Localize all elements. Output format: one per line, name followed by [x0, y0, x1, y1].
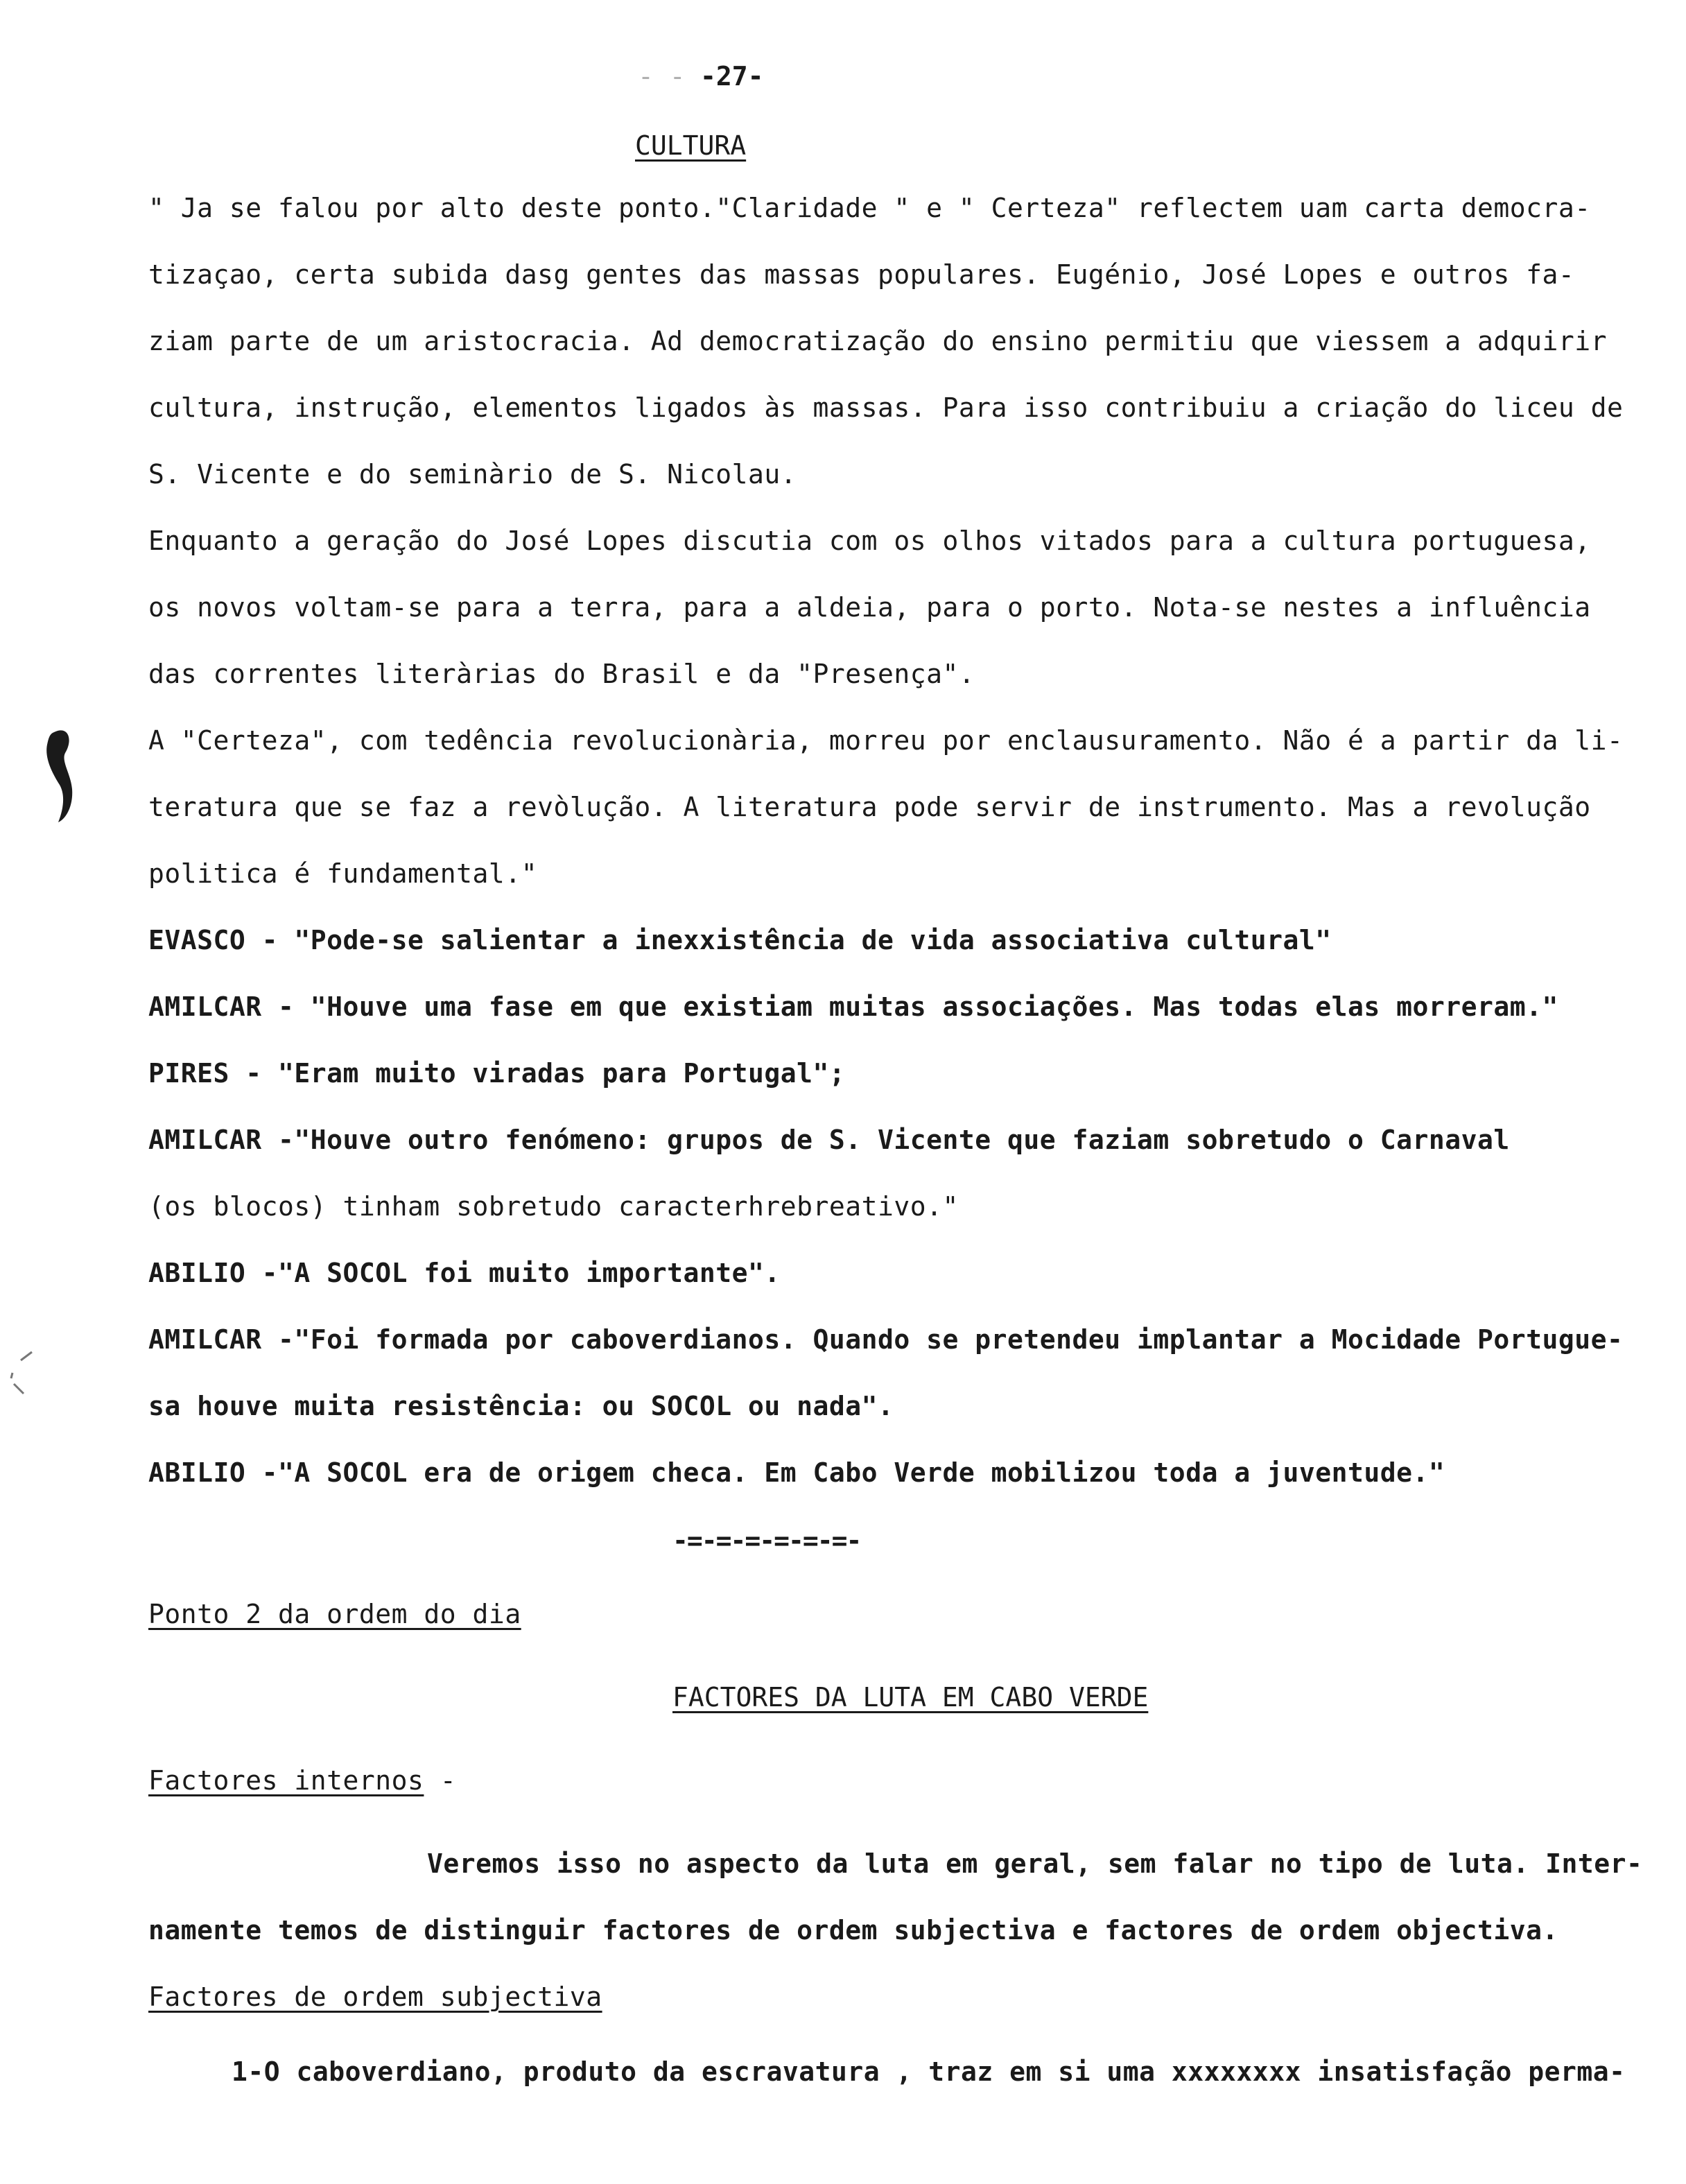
speaker-line: EVASCO - "Pode-se salientar a inexxistência de vida associativa cultural": [148, 925, 1332, 955]
body-line: Enquanto a geração do José Lopes discutia com os olhos vitados para a cultura portuguesa,: [148, 526, 1591, 556]
subjectiva-heading: Factores de ordem subjectiva: [148, 1982, 602, 2012]
speaker-line: AMILCAR -"Foi formada por caboverdianos. Quando se pretendeu implantar a Mocidade Portugue-: [148, 1324, 1624, 1355]
speaker-line: PIRES - "Eram muito viradas para Portugal";: [148, 1058, 846, 1089]
body-line: ziam parte de um aristocracia. Ad democratização do ensino permitiu que viessem a adquirir: [148, 326, 1608, 356]
body-line: S. Vicente e do seminàrio de S. Nicolau.: [148, 459, 797, 489]
factores-internos-heading: [148, 1765, 456, 1796]
body-line: teratura que se faz a revòlução. A literatura pode servir de instrumento. Mas a revolução: [148, 792, 1591, 822]
speaker-line: (os blocos) tinham sobretudo caracterhrebreativo.": [148, 1191, 959, 1222]
body-line: os novos voltam-se para a terra, para a aldeia, para o porto. Nota-se nestes a influência: [148, 592, 1591, 623]
body-line: A "Certeza", com tedência revolucionària, morreu por enclausuramento. Não é a partir da li-: [148, 725, 1624, 756]
section-separator: -=-=-=-=-=-=-: [672, 1525, 861, 1556]
section-title-factores: FACTORES DA LUTA EM CABO VERDE: [672, 1682, 1149, 1713]
body-line: cultura, instrução, elementos ligados às massas. Para isso contribuiu a criação do liceu de: [148, 392, 1624, 423]
paragraph-line: Veremos isso no aspecto da luta em geral, sem falar no tipo de luta. Inter-: [427, 1848, 1643, 1879]
body-line: " Ja se falou por alto deste ponto."Claridade " e " Certeza" reflectem uam carta democra-: [148, 193, 1591, 223]
list-item: 1-O caboverdiano, produto da escravatura , traz em si uma xxxxxxxx insatisfação perma-: [232, 2056, 1626, 2087]
body-line: tizaçao, certa subida dasg gentes das massas populares. Eugénio, José Lopes e outros fa-: [148, 259, 1575, 290]
factores-internos-dash: -: [424, 1765, 457, 1796]
page-number: -27-: [700, 61, 764, 92]
speaker-line: sa houve muita resistência: ou SOCOL ou nada".: [148, 1391, 894, 1421]
speaker-line: AMILCAR -"Houve outro fenómeno: grupos de S. Vicente que faziam sobretudo o Carnaval: [148, 1125, 1510, 1155]
agenda-heading: Ponto 2 da ordem do dia: [148, 1599, 521, 1629]
paragraph-line: namente temos de distinguir factores de ordem subjectiva e factores de ordem objectiva.: [148, 1915, 1558, 1945]
page-number-dots: - - -: [638, 61, 718, 92]
ink-blot-mark: [40, 725, 82, 829]
speaker-line: ABILIO -"A SOCOL era de origem checa. Em Cabo Verde mobilizou toda a juventude.": [148, 1457, 1445, 1488]
body-line: politica é fundamental.": [148, 858, 538, 889]
speaker-line: ABILIO -"A SOCOL foi muito importante".: [148, 1258, 781, 1288]
body-line: das correntes literàrias do Brasil e da "Presença".: [148, 659, 975, 689]
section-title-cultura: CULTURA: [635, 130, 747, 161]
margin-scratch-mark: [6, 1345, 40, 1401]
speaker-line: AMILCAR - "Houve uma fase em que existiam muitas associações. Mas todas elas morreram.": [148, 991, 1558, 1022]
factores-internos-label: Factores internos: [148, 1765, 424, 1796]
